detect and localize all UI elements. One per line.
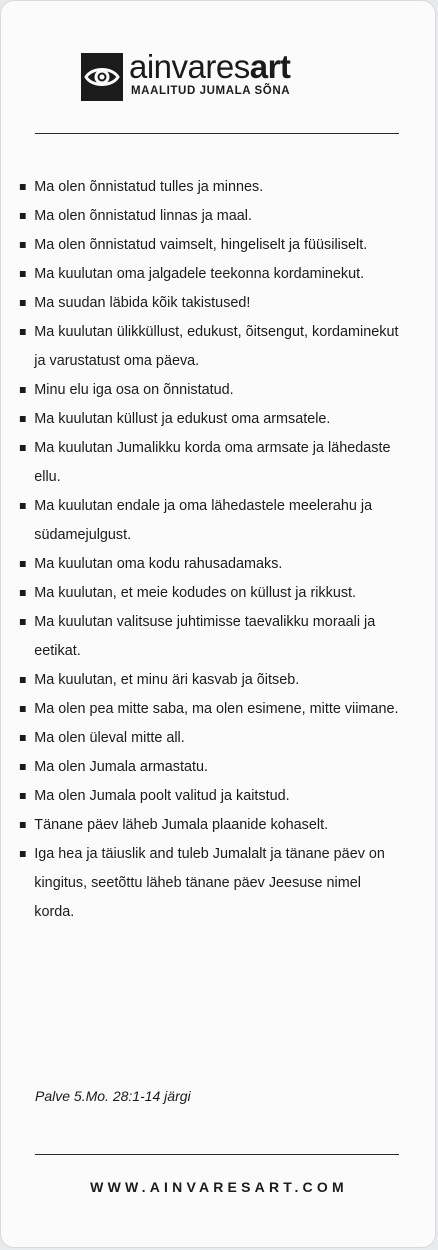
list-item: Ma suudan läbida kõik takistused! — [17, 288, 401, 317]
list-item: Ma kuulutan ülikküllust, edukust, õitsengut, kordaminekut ja varustatust oma päeva. — [17, 317, 401, 375]
brand-name — [129, 49, 290, 85]
eye-logo-icon — [81, 53, 123, 101]
list-item: Ma olen õnnistatud tulles ja minnes. — [17, 172, 401, 201]
list-item: Ma olen Jumala armastatu. — [17, 752, 401, 781]
list-item: Ma kuulutan endale ja oma lähedastele meelerahu ja südamejulgust. — [17, 491, 401, 549]
list-item: Ma kuulutan, et minu äri kasvab ja õitseb. — [17, 665, 401, 694]
top-divider — [35, 133, 399, 134]
list-item: Ma olen õnnistatud vaimselt, hingeliselt ja füüsiliselt. — [17, 230, 401, 259]
list-item: Ma olen Jumala poolt valitud ja kaitstud. — [17, 781, 401, 810]
list-item: Iga hea ja täiuslik and tuleb Jumalalt ja tänane päev on kingitus, seetõttu läheb tänane päev Jeesuse nimel korda. — [17, 839, 401, 926]
list-item: Ma kuulutan oma kodu rahusadamaks. — [17, 549, 401, 578]
list-item: Ma kuulutan oma jalgadele teekonna kordaminekut. — [17, 259, 401, 288]
scripture-source: Palve 5.Mo. 28:1-14 järgi — [35, 1088, 191, 1104]
list-item: Minu elu iga osa on õnnistatud. — [17, 375, 401, 404]
affirmation-list — [17, 172, 417, 926]
list-item: Ma kuulutan Jumalikku korda oma armsate ja lähedaste ellu. — [17, 433, 401, 491]
list-item: Ma olen õnnistatud linnas ja maal. — [17, 201, 401, 230]
list-item: Ma kuulutan, et meie kodudes on küllust ja rikkust. — [17, 578, 401, 607]
list-item: Ma kuulutan valitsuse juhtimisse taevalikku moraali ja eetikat. — [17, 607, 401, 665]
brand-logo — [81, 49, 290, 101]
list-item: Ma kuulutan küllust ja edukust oma armsatele. — [17, 404, 401, 433]
brand-name-part1: ainvares — [129, 48, 250, 85]
brand-name-part2: art — [249, 48, 291, 85]
brand-tagline: MAALITUD JUMALA SÕNA — [131, 85, 291, 97]
bottom-divider — [35, 1154, 399, 1155]
list-item: Tänane päev läheb Jumala plaanide kohaselt. — [17, 810, 401, 839]
list-item: Ma olen üleval mitte all. — [17, 723, 401, 752]
list-item: Ma olen pea mitte saba, ma olen esimene, mitte viimane. — [17, 694, 401, 723]
website-url: WWW.AINVARESART.COM — [90, 1179, 348, 1195]
